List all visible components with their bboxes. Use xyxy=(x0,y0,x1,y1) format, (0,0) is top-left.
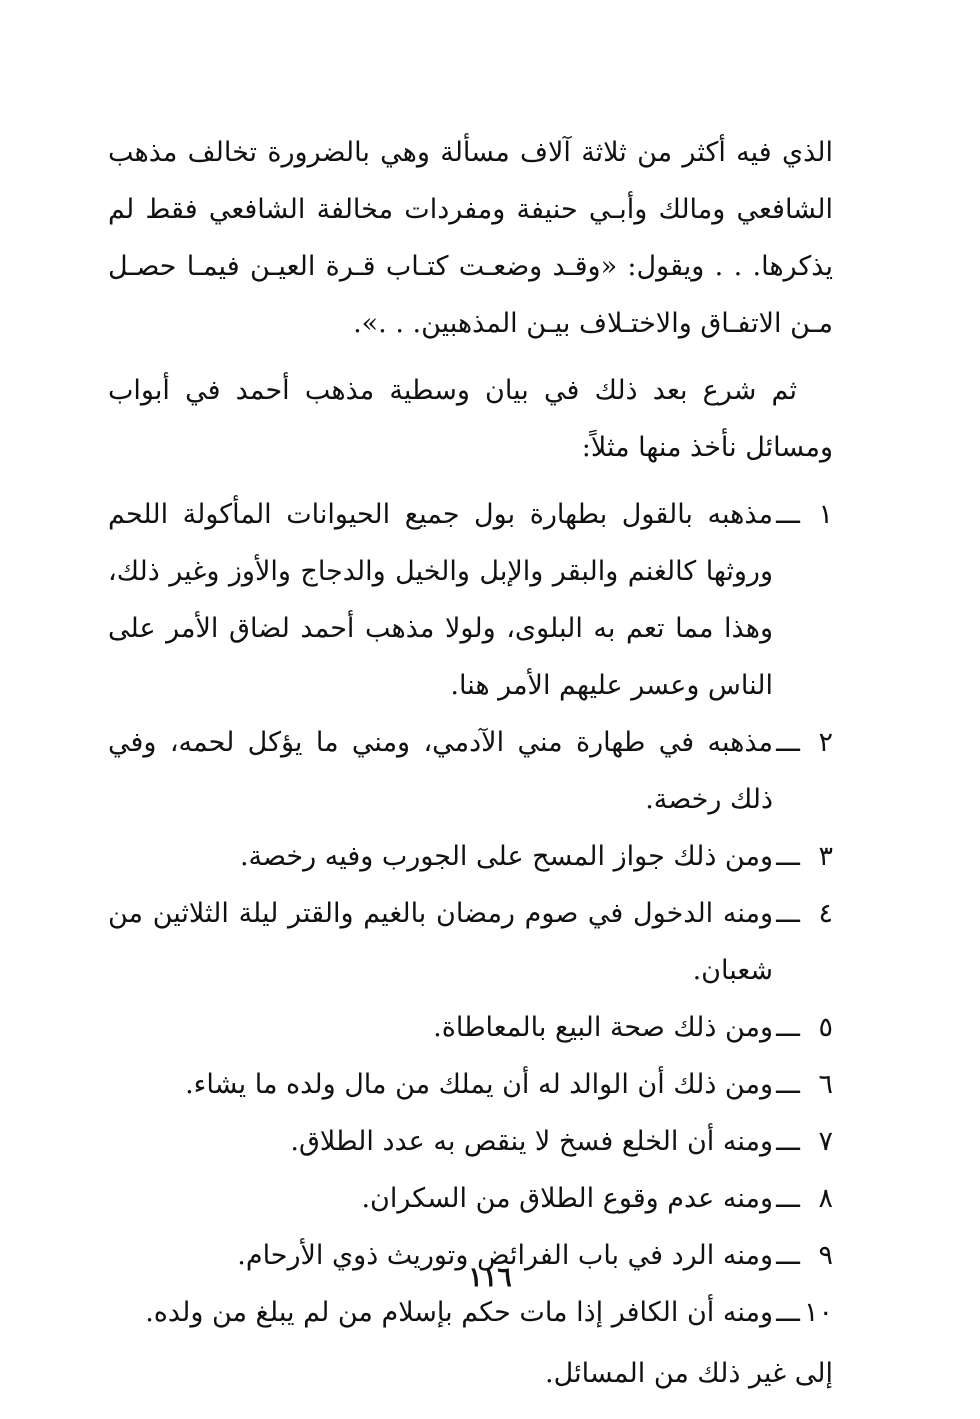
item-number: ٣ xyxy=(818,841,833,872)
item-number: ٧ xyxy=(818,1126,833,1157)
list-item xyxy=(108,885,833,999)
list-item xyxy=(108,999,833,1056)
item-dash: ـــ xyxy=(776,1240,800,1271)
closing-line: إلى غير ذلك من المسائل. xyxy=(545,1358,833,1389)
item-number: ٩ xyxy=(818,1240,833,1271)
item-text: ومن ذلك جواز المسح على الجورب وفيه رخصة. xyxy=(239,841,773,872)
item-number: ٢ xyxy=(818,727,833,758)
opening-paragraph: الذي فيه أكثر من ثلاثة آلاف مسألة وهي بالضرورة تخالف مذهب الشافعي ومالك وأبـي حنيفة ومفردات مخالفة الشافعي فقط لم يذكرها. . . ويقول: «وقـد وضعـت كتـاب قـرة العيـن فيمـا حصـل مـن الاتفـاق والاختـلاف بيـن المذهبين. . .». xyxy=(108,137,833,339)
item-dash: ـــ xyxy=(776,898,800,929)
list-item xyxy=(108,828,833,885)
item-dash: ـــ xyxy=(776,841,800,872)
list-item xyxy=(108,714,833,828)
item-text: مذهبه بالقول بطهارة بول جميع الحيوانات المأكولة اللحم وروثها كالغنم والبقر والإبل والخيل والدجاج والأوز وغير ذلك، وهذا مما تعم به البلوى، ولولا مذهب أحمد لضاق الأمر على الناس وعسر عليهم الأمر هنا. xyxy=(108,499,773,701)
page-number: ١١٦ xyxy=(468,1262,512,1293)
item-number: ٦ xyxy=(818,1069,833,1100)
item-number: ٤ xyxy=(818,898,833,929)
item-text: ومن ذلك صحة البيع بالمعاطاة. xyxy=(433,1012,773,1043)
item-dash: ـــ xyxy=(776,1297,800,1328)
item-dash: ـــ xyxy=(776,1069,800,1100)
item-dash: ـــ xyxy=(776,499,800,530)
item-number: ٥ xyxy=(818,1012,833,1043)
item-text: مذهبه في طهارة مني الآدمي، ومني ما يؤكل لحمه، وفي ذلك رخصة. xyxy=(108,727,773,815)
item-text: ومن ذلك أن الوالد له أن يملك من مال ولده ما يشاء. xyxy=(185,1069,773,1100)
item-dash: ـــ xyxy=(776,1126,800,1157)
list-item xyxy=(108,1113,833,1170)
list-item xyxy=(108,486,833,714)
item-dash: ـــ xyxy=(776,1183,800,1214)
item-text: ومنه أن الكافر إذا مات حكم بإسلام من لم يبلغ من ولده. xyxy=(145,1297,773,1328)
list-item xyxy=(108,1056,833,1113)
issues-list xyxy=(108,486,833,1341)
item-number: ١ xyxy=(818,499,833,530)
list-item xyxy=(108,1170,833,1227)
item-dash: ـــ xyxy=(776,727,800,758)
page-body xyxy=(108,124,833,1402)
item-number: ٨ xyxy=(818,1183,833,1214)
item-text: ومنه عدم وقوع الطلاق من السكران. xyxy=(361,1183,773,1214)
item-dash: ـــ xyxy=(776,1012,800,1043)
item-number: ١٠ xyxy=(803,1297,833,1328)
item-text: ومنه الدخول في صوم رمضان بالغيم والقتر ليلة الثلاثين من شعبان. xyxy=(108,898,773,986)
item-text: ومنه الرد في باب الفرائض وتوريث ذوي الأرحام. xyxy=(237,1240,773,1271)
item-text: ومنه أن الخلع فسخ لا ينقص به عدد الطلاق. xyxy=(290,1126,773,1157)
intro-paragraph: ثم شرع بعد ذلك في بيان وسطية مذهب أحمد في أبواب ومسائل نأخذ منها مثلاً: xyxy=(108,375,833,463)
